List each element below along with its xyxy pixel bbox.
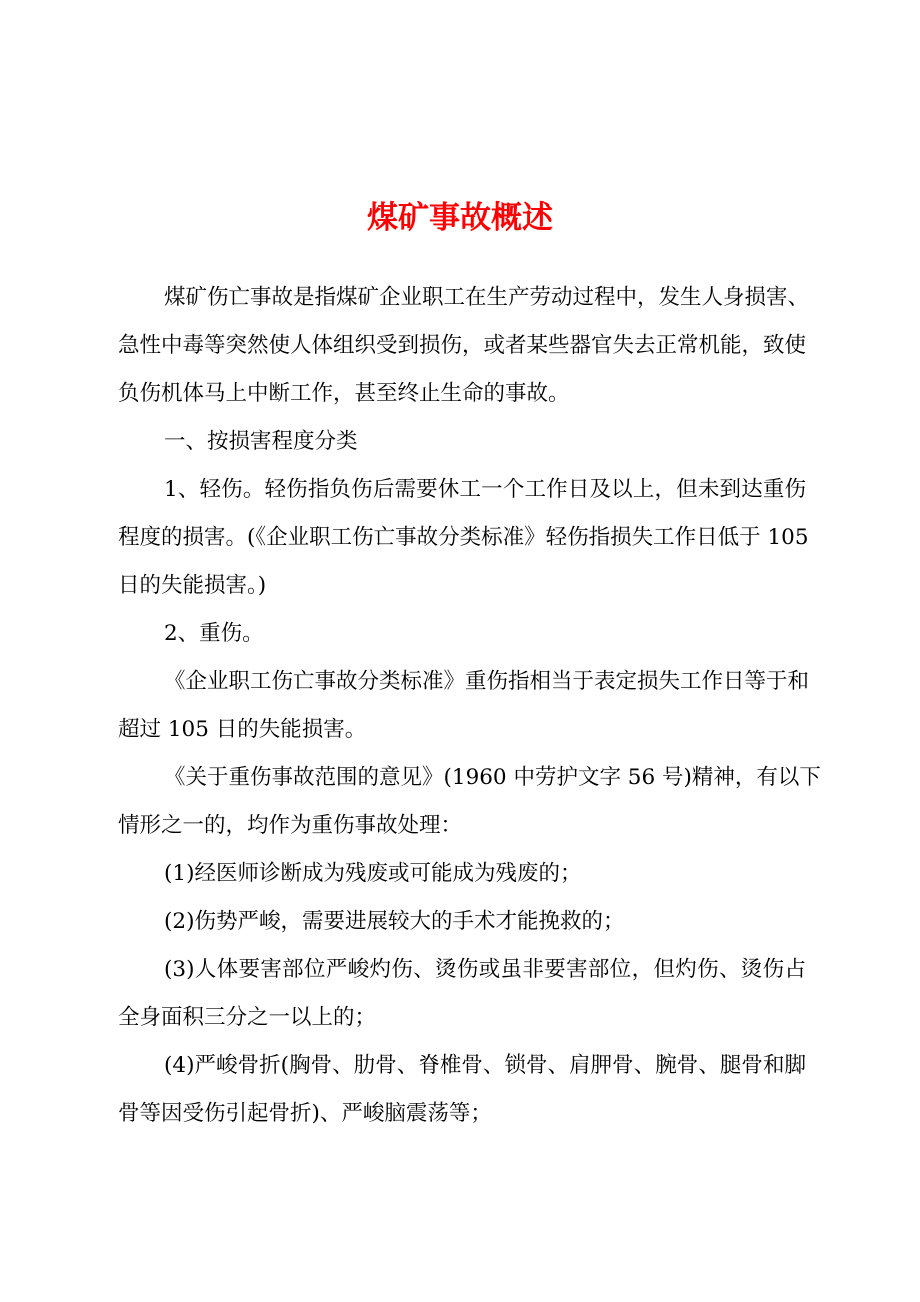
text-line: (3)人体要害部位严峻灼伤、烫伤或虽非要害部位，但灼伤、烫伤占 <box>164 957 806 982</box>
document-body <box>118 274 821 1138</box>
paragraph <box>118 1042 806 1138</box>
text-line: 程度的损害。(《企业职工伤亡事故分类标准》轻伤指损失工作日低于 105 <box>118 525 809 550</box>
text-line: 情形之一的，均作为重伤事故处理： <box>118 813 463 838</box>
paragraph <box>118 850 806 898</box>
paragraph <box>118 946 806 1042</box>
paragraph <box>118 898 806 946</box>
paragraph <box>118 418 806 466</box>
text-line: (1)经医师诊断成为残废或可能成为残废的； <box>164 861 582 886</box>
text-line: 日的失能损害。) <box>118 573 267 598</box>
text-line: 超过 105 日的失能损害。 <box>118 717 367 742</box>
text-line: (4)严峻骨折(胸骨、肋骨、脊椎骨、锁骨、肩胛骨、腕骨、腿骨和脚 <box>164 1053 806 1078</box>
text-line: 《企业职工伤亡事故分类标准》重伤指相当于表定损失工作日等于和 <box>164 669 810 694</box>
text-line: 2、重伤。 <box>164 621 264 646</box>
text-line: 骨等因受伤引起骨折)、严峻脑震荡等； <box>118 1101 492 1126</box>
paragraph <box>118 466 809 610</box>
text-line: 急性中毒等突然使人体组织受到损伤，或者某些器官失去正常机能，致使 <box>118 333 807 358</box>
paragraph <box>118 754 821 850</box>
paragraph <box>118 658 810 754</box>
text-line: 一、按损害程度分类 <box>164 429 358 454</box>
text-line: 煤矿伤亡事故是指煤矿企业职工在生产劳动过程中，发生人身损害、 <box>164 285 810 310</box>
text-line: 《关于重伤事故范围的意见》(1960 中劳护文字 56 号)精神，有以下 <box>164 765 821 790</box>
text-line: 1、轻伤。轻伤指负伤后需要休工一个工作日及以上，但未到达重伤 <box>164 477 806 502</box>
document-title: 煤矿事故概述 <box>367 200 553 236</box>
paragraph <box>118 610 806 658</box>
text-line: 全身面积三分之一以上的； <box>118 1005 377 1030</box>
paragraph <box>118 274 810 418</box>
text-line: (2)伤势严峻，需要进展较大的手术才能挽救的； <box>164 909 625 934</box>
text-line: 负伤机体马上中断工作，甚至终止生命的事故。 <box>118 381 570 406</box>
